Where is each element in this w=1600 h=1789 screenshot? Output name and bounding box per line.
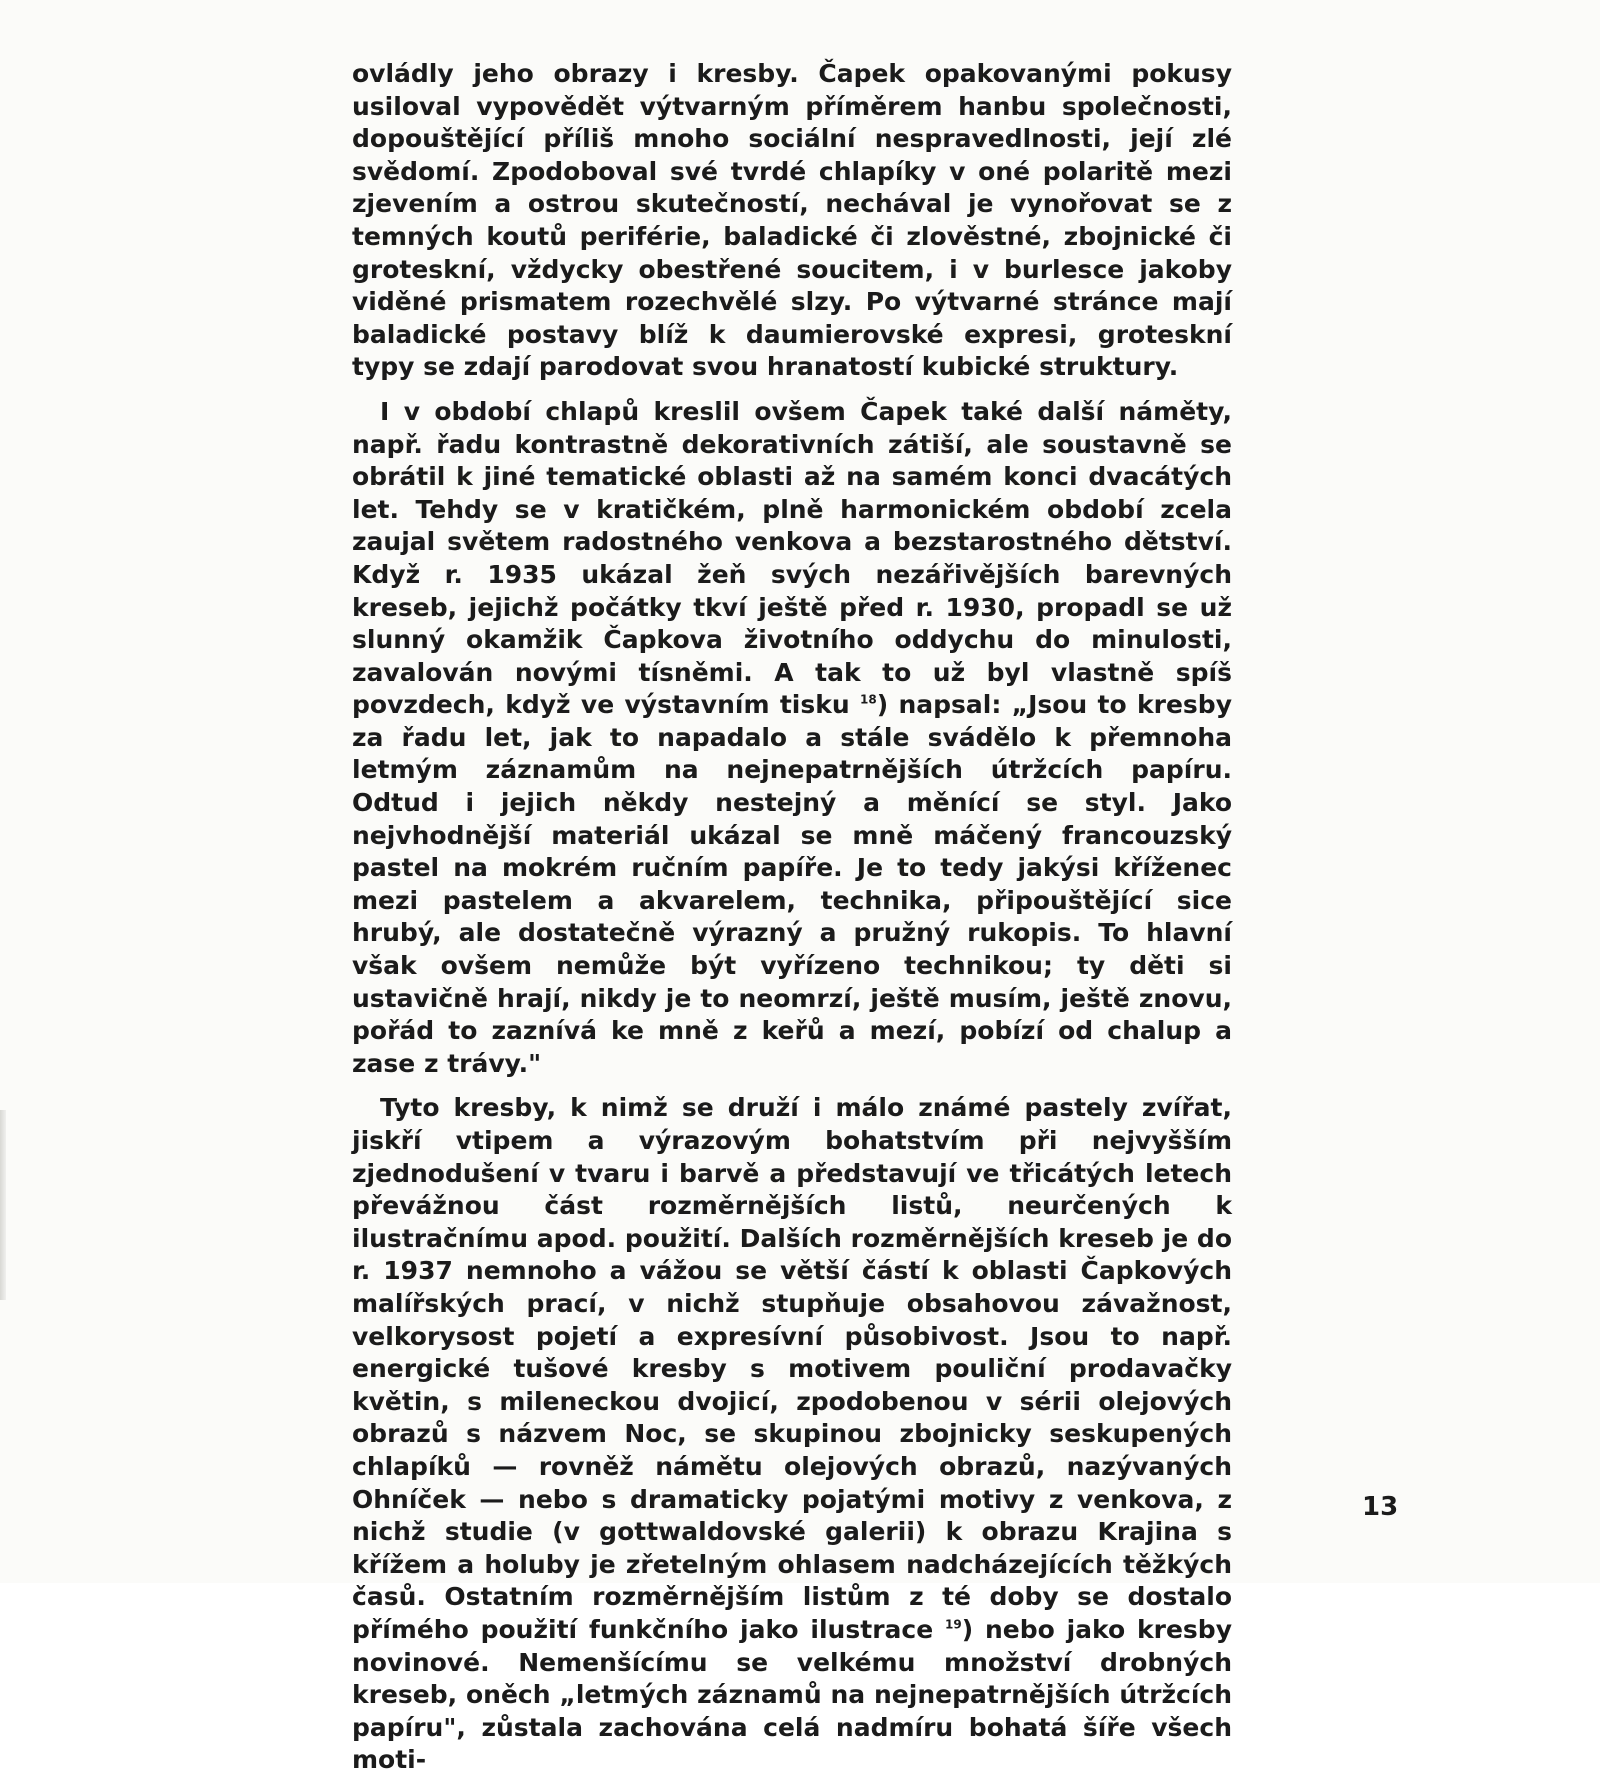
paragraph-3-part2: ) nebo jako kresby novinové. Nemenšícímu se velkému množství drobných kreseb, oněch „letmých záznamů na nejnepatrnějších útržcích papíru", zůstala zachována celá nadmíru bohatá šíře všech moti- <box>352 1614 1232 1775</box>
paragraph-2-part1: I v období chlapů kreslil ovšem Čapek také další náměty, např. řadu kontrastně dekorativních zátiší, ale soustavně se obrátil k jiné tematické oblasti až na samém konci dvacátých let. Tehdy se v kratičkém, plně harmonickém období zcela zaujal světem radostného venkova a bezstarostného dětství. Když r. 1935 ukázal žeň svých nezářivějších barevných kreseb, jejichž počátky tkví ještě před r. 1930, propadl se už slunný okamžik Čapkova životního oddychu do minulosti, zavalován novými tísněmi. A tak to už byl vlastně spíš povzdech, když ve výstavním tisku <box>352 396 1232 720</box>
binding-edge <box>0 1110 6 1300</box>
paragraph-2-part2: ) napsal: „Jsou to kresby za řadu let, jak to napadalo a stále svádělo k přemnoha letmým záznamům na nejnepatrnějších útržcích papíru. Odtud i jejich někdy nestejný a měnící se styl. Jako nejvhodnější materiál ukázal se mně máčený francouzský pastel na mokrém ručním papíře. Je to tedy jakýsi kříženec mezi pastelem a akvarelem, technika, připouštějící sice hrubý, ale dostatečně výrazný a pružný rukopis. To hlavní však ovšem nemůže být vyřízeno technikou; ty děti si ustavičně hrají, nikdy je to neomrzí, ještě musím, ještě znovu, pořád to zaznívá ke mně z keřů a mezí, pobízí od chalup a zase z trávy." <box>352 690 1232 1078</box>
footnote-ref-19: 19 <box>945 1617 962 1632</box>
body-text <box>352 58 1232 1789</box>
page-number: 13 <box>1362 1492 1399 1522</box>
paragraph-2 <box>352 396 1232 1080</box>
paragraph-3-part1: Tyto kresby, k nimž se druží i málo známé pastely zvířat, jiskří vtipem a výrazovým bohatstvím při nejvyšším zjednodušení v tvaru i barvě a představují ve třicátých letech převážnou část rozměrnějších listů, neurčených k ilustračnímu apod. použití. Dalších rozměrnějších kreseb je do r. 1937 nemnoho a vážou se větší částí k oblasti Čapkových malířských prací, v nichž stupňuje obsahovou závažnost, velkorysost pojetí a expresívní působivost. Jsou to např. energické tušové kresby s motivem pouliční prodavačky květin, s mileneckou dvojicí, zpodobenou v sérii olejových obrazů s názvem Noc, se skupinou zbojnicky seskupených chlapíků — rovněž námětu olejových obrazů, nazývaných Ohníček — nebo s dramaticky pojatými motivy z venkova, z nichž studie (v gottwaldovské galerii) k obrazu Krajina s křížem a holuby je zřetelným ohlasem nadcházejících těžkých časů. Ostatním rozměrnějším listům z té doby se dostalo přímého použití funkčního jako ilustrace <box>352 1093 1232 1644</box>
paragraph-3 <box>352 1092 1232 1776</box>
footnote-ref-18: 18 <box>859 692 877 707</box>
paragraph-1: ovládly jeho obrazy i kresby. Čapek opakovanými pokusy usiloval vypovědět výtvarným příměrem hanbu společnosti, dopouštějící příliš mnoho sociální nespravedlnosti, její zlé svědomí. Zpodoboval své tvrdé chlapíky v oné polaritě mezi zjevením a ostrou skutečností, nechával je vynořovat se z temných koutů periférie, baladické či zlověstné, zbojnické či groteskní, vždycky obestřené soucitem, i v burlesce jakoby viděné prismatem rozechvělé slzy. Po výtvarné stránce mají baladické postavy blíž k daumierovské expresi, groteskní typy se zdají parodovat svou hranatostí kubické struktury. <box>352 59 1232 382</box>
